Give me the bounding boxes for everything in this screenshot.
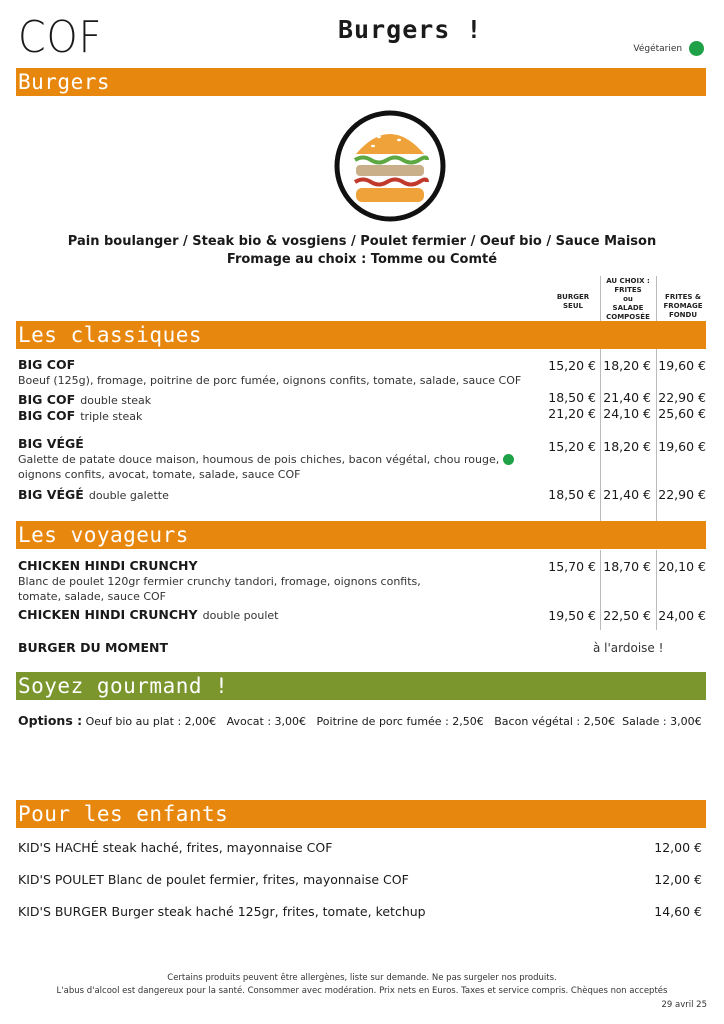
price: 15,70 € [548,559,596,574]
section-classiques: Les classiques [16,321,706,349]
price: 18,20 € [603,439,651,454]
item-desc-big-vege-1: Galette de patate douce maison, houmous de pois chiches, bacon végétal, chou rouge, [18,453,500,466]
price: 18,50 € [548,487,596,502]
price: 19,60 € [658,439,706,454]
vegetarian-legend [633,41,704,56]
page-title: Burgers ! [338,15,483,44]
price: 18,20 € [603,358,651,373]
vegetarian-dot-icon [689,41,704,56]
list-item: KID'S HACHÉ steak haché, frites, mayonnaise COF [18,840,333,855]
item-name-burger-du-moment: BURGER DU MOMENT [18,640,168,655]
price: 18,50 € [548,390,596,405]
footer-date: 29 avril 25 [661,1000,707,1010]
price: 21,20 € [548,406,596,421]
column-header-frites-salade: AU CHOIX : FRITES ou SALADE COMPOSÉE [606,277,650,321]
section-voyageurs: Les voyageurs [16,521,706,549]
price: 18,70 € [603,559,651,574]
item-chicken-double: CHICKEN HINDI CRUNCHY double poulet [18,607,279,622]
price: 24,00 € [658,608,706,623]
price: 15,20 € [548,439,596,454]
intro-line-2: Fromage au choix : Tomme ou Comté [226,252,498,267]
price: 22,50 € [603,608,651,623]
item-desc-big-cof: Boeuf (125g), fromage, poitrine de porc fumée, oignons confits, tomate, salade, sauce COF [18,374,522,387]
price: 22,90 € [658,390,706,405]
section-enfants: Pour les enfants [16,800,706,828]
options-line [18,713,702,728]
item-name-chicken: CHICKEN HINDI CRUNCHY [18,558,198,573]
section-gourmand: Soyez gourmand ! [16,672,706,700]
price: 24,10 € [603,406,651,421]
vegetarian-dot-icon [503,454,514,465]
price: 15,20 € [548,358,596,373]
footer-line-1: Certains produits peuvent être allergènes, liste sur demande. Ne pas surgeler nos produits. [167,973,557,983]
column-header-frites-fromage: FRITES & FROMAGE FONDU [663,293,703,319]
list-item: KID'S BURGER Burger steak haché 125gr, frites, tomate, ketchup [18,904,426,919]
burger-du-moment-value: à l'ardoise ! [593,641,664,655]
price: 21,40 € [603,390,651,405]
item-big-cof-triple: BIG COF triple steak [18,408,143,423]
price: 20,10 € [658,559,706,574]
price: 22,90 € [658,487,706,502]
price: 19,60 € [658,358,706,373]
price: 12,00 € [654,840,702,855]
intro-line-1: Pain boulanger / Steak bio & vosgiens / Poulet fermier / Oeuf bio / Sauce Maison [67,234,657,249]
list-item: KID'S POULET Blanc de poulet fermier, frites, mayonnaise COF [18,872,409,887]
options-label: Options : [18,713,83,728]
price: 25,60 € [658,406,706,421]
item-name-big-cof: BIG COF [18,357,76,372]
footer-line-2: L'abus d'alcool est dangereux pour la santé. Consommer avec modération. Prix nets en Euros. Taxes et service compris. Chèques non acceptés [56,986,668,996]
price: 19,50 € [548,608,596,623]
item-desc-chicken-2: tomate, salade, sauce COF [18,590,167,603]
item-big-vege-double: BIG VÉGÉ double galette [18,487,169,502]
vegetarian-label: Végétarien [633,44,683,54]
options-text: Oeuf bio au plat : 2,00€ Avocat : 3,00€ Poitrine de porc fumée : 2,50€ Bacon végétal : 2,50€ Salade : 3,00€ [85,715,702,728]
item-big-cof-double: BIG COF double steak [18,392,152,407]
price: 21,40 € [603,487,651,502]
item-desc-big-vege-2: oignons confits, avocat, tomate, salade, sauce COF [18,468,301,481]
section-burgers: Burgers [16,68,706,96]
price: 12,00 € [654,872,702,887]
logo: COF [18,12,103,63]
item-desc-chicken-1: Blanc de poulet 120gr fermier crunchy tandori, fromage, oignons confits, [18,575,421,588]
price: 14,60 € [654,904,702,919]
column-header-burger-seul: BURGER SEUL [556,293,590,310]
item-name-big-vege: BIG VÉGÉ [18,436,84,451]
burger-icon [333,110,447,222]
